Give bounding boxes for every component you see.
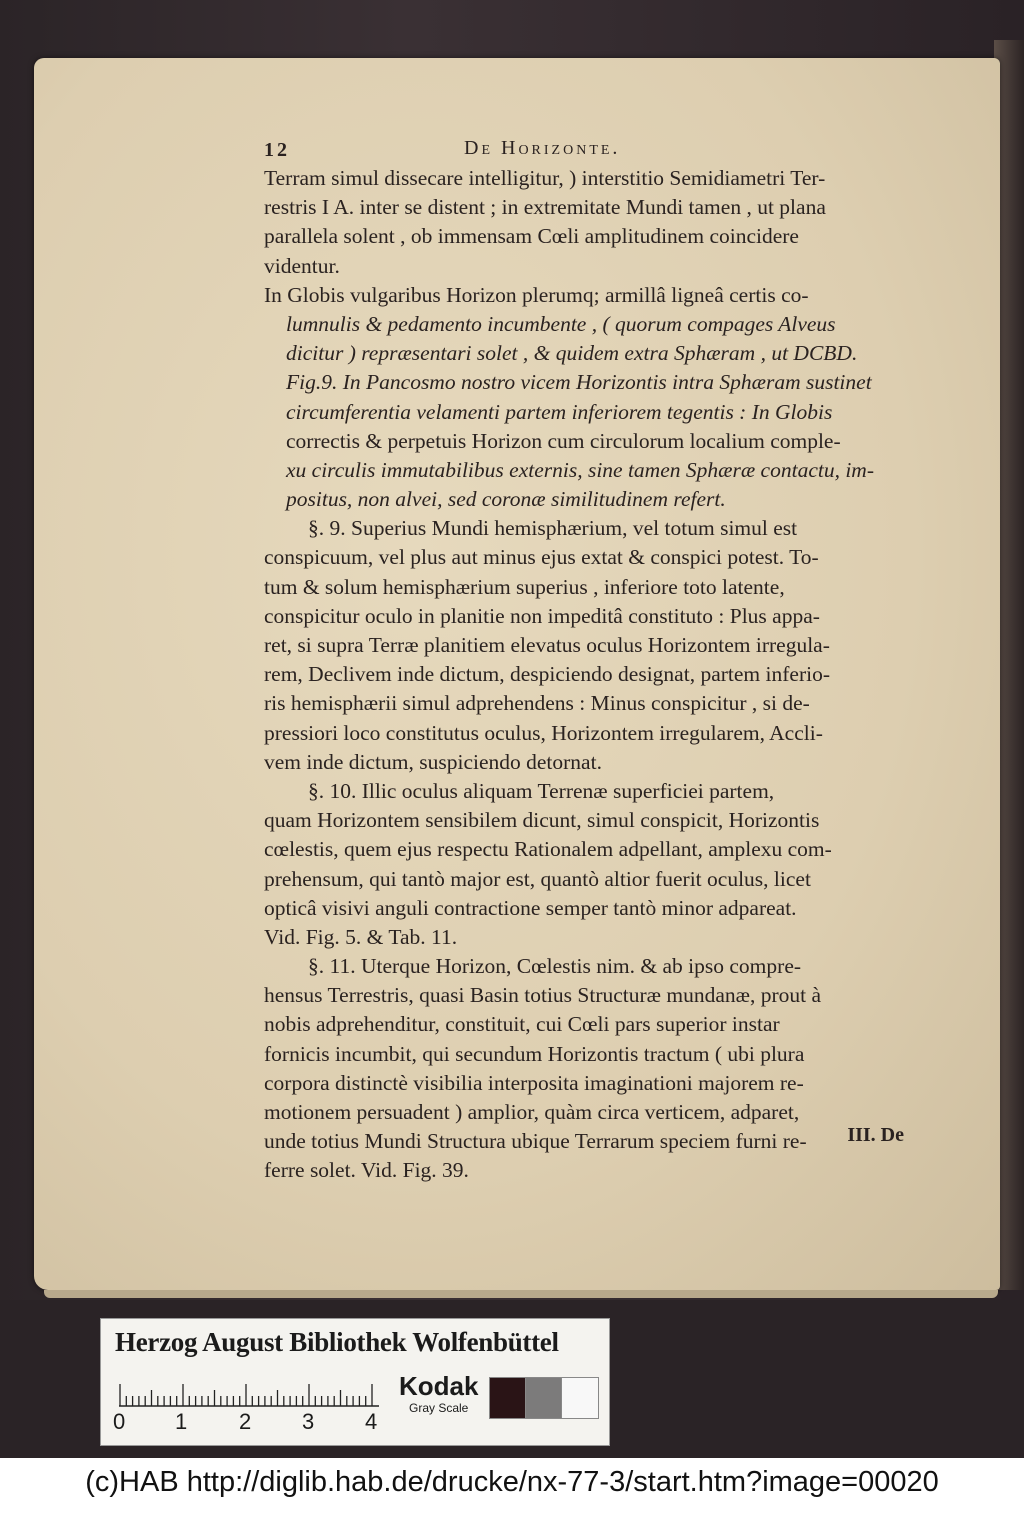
- page-text: [264, 132, 902, 1186]
- library-name: Herzog August Bibliothek Wolfenbüttel: [115, 1327, 559, 1357]
- text-line: conspicitur oculo in planitie non impeditâ constituto : Plus appa-: [264, 603, 820, 628]
- text-line: §. 9. Superius Mundi hemisphærium, vel totum simul est: [308, 516, 798, 541]
- ruler-label: 0: [113, 1409, 126, 1434]
- text-line: xu circulis immutabilibus externis, sine tamen Sphæræ contactu, im-: [286, 457, 874, 482]
- text-line: In Globis vulgaribus Horizon plerumq; armillâ ligneâ certis co-: [264, 282, 809, 307]
- text-line: §. 10. Illic oculus aliquam Terrenæ superficiei partem,: [308, 778, 775, 803]
- text-line: ferre solet. Vid. Fig. 39.: [264, 1158, 469, 1183]
- gray-swatch-mid: [525, 1377, 563, 1419]
- ruler: [119, 1377, 379, 1407]
- kodak-subtitle: Gray Scale: [409, 1401, 469, 1415]
- text-line: parallela solent , ob immensam Cœli amplitudinem coincidere: [264, 224, 799, 249]
- text-line: tum & solum hemisphærium superius , inferiore toto latente,: [264, 574, 785, 599]
- text-line: conspicuum, vel plus aut minus ejus extat & conspici potest. To-: [264, 545, 819, 570]
- ruler-label: 1: [175, 1409, 188, 1434]
- text-line: circumferentia velamenti partem inferiorem tegentis : In Globis: [286, 399, 833, 424]
- color-calibration-card: [100, 1318, 610, 1446]
- ruler-label: 2: [239, 1409, 252, 1434]
- text-line: lumnulis & pedamento incumbente , ( quorum compages Alveus: [286, 311, 836, 336]
- catchword: III. De: [847, 1124, 904, 1146]
- text-line: pressiori loco constitutus oculus, Horizontem irregularem, Accli-: [264, 720, 823, 745]
- text-line: Fig.9. In Pancosmo nostro vicem Horizontis intra Sphæram sustinet: [286, 370, 872, 395]
- text-line: nobis adprehenditur, constituit, cui Cœli pars superior instar: [264, 1012, 780, 1037]
- text-line: Vid. Fig. 5. & Tab. 11.: [264, 924, 458, 949]
- text-line: opticâ visivi anguli contractione semper tantò minor adpareat.: [264, 895, 797, 920]
- ruler-label: 3: [302, 1409, 315, 1434]
- text-line: unde totius Mundi Structura ubique Terrarum speciem furni re-: [264, 1129, 807, 1154]
- text-line: correctis & perpetuis Horizon cum circulorum localium comple-: [286, 428, 841, 453]
- ruler-label: 4: [365, 1409, 378, 1434]
- text-line: videntur.: [264, 253, 340, 278]
- copyright-url: (c)HAB http://diglib.hab.de/drucke/nx-77-3/start.htm?image=00020: [85, 1466, 939, 1498]
- text-line: quam Horizontem sensibilem dicunt, simul conspicit, Horizontis: [264, 808, 820, 833]
- text-line: ret, si supra Terræ planitiem elevatus oculus Horizontem irregula-: [264, 633, 830, 657]
- text-line: hensus Terrestris, quasi Basin totius Structuræ mundanæ, prout à: [264, 983, 822, 1008]
- text-line: positus, non alvei, sed coronæ similitudinem refert.: [286, 487, 726, 512]
- text-line: dicitur ) repræsentari solet , & quidem extra Sphæram , ut DCBD.: [286, 341, 858, 366]
- running-title: De Horizonte.: [464, 137, 621, 159]
- text-line: ris hemisphærii simul adprehendens : Minus conspicitur , si de-: [264, 691, 810, 716]
- page-header: [264, 132, 902, 164]
- gray-swatch-dark: [489, 1377, 527, 1419]
- gray-swatch-light: [561, 1377, 599, 1419]
- text-line: vem inde dictum, suspiciendo detornat.: [264, 749, 602, 774]
- text-line: restris I A. inter se distent ; in extremitate Mundi tamen , ut plana: [264, 195, 826, 220]
- text-line: cœlestis, quem ejus respectu Rationalem adpellant, amplexu com-: [264, 837, 832, 862]
- text-line: Terram simul dissecare intelligitur, ) interstitio Semidiametri Ter-: [264, 166, 826, 190]
- page-edge: [44, 1290, 998, 1298]
- text-line: §. 11. Uterque Horizon, Cœlestis nim. & ab ipso compre-: [308, 954, 802, 979]
- text-line: rem, Declivem inde dictum, despiciendo designat, partem inferio-: [264, 662, 830, 687]
- text-line: motionem persuadent ) amplior, quàm circa verticem, adparet,: [264, 1100, 800, 1124]
- text-line: prehensum, qui tantò major est, quantò altior fuerit oculus, licet: [264, 866, 811, 891]
- text-line: fornicis incumbit, qui secundum Horizontis tractum ( ubi plura: [264, 1041, 805, 1066]
- kodak-logo: Kodak: [399, 1371, 479, 1401]
- page-number: 12: [264, 139, 290, 161]
- text-line: corpora distinctè visibilia interposita imaginationi majorem re-: [264, 1070, 804, 1095]
